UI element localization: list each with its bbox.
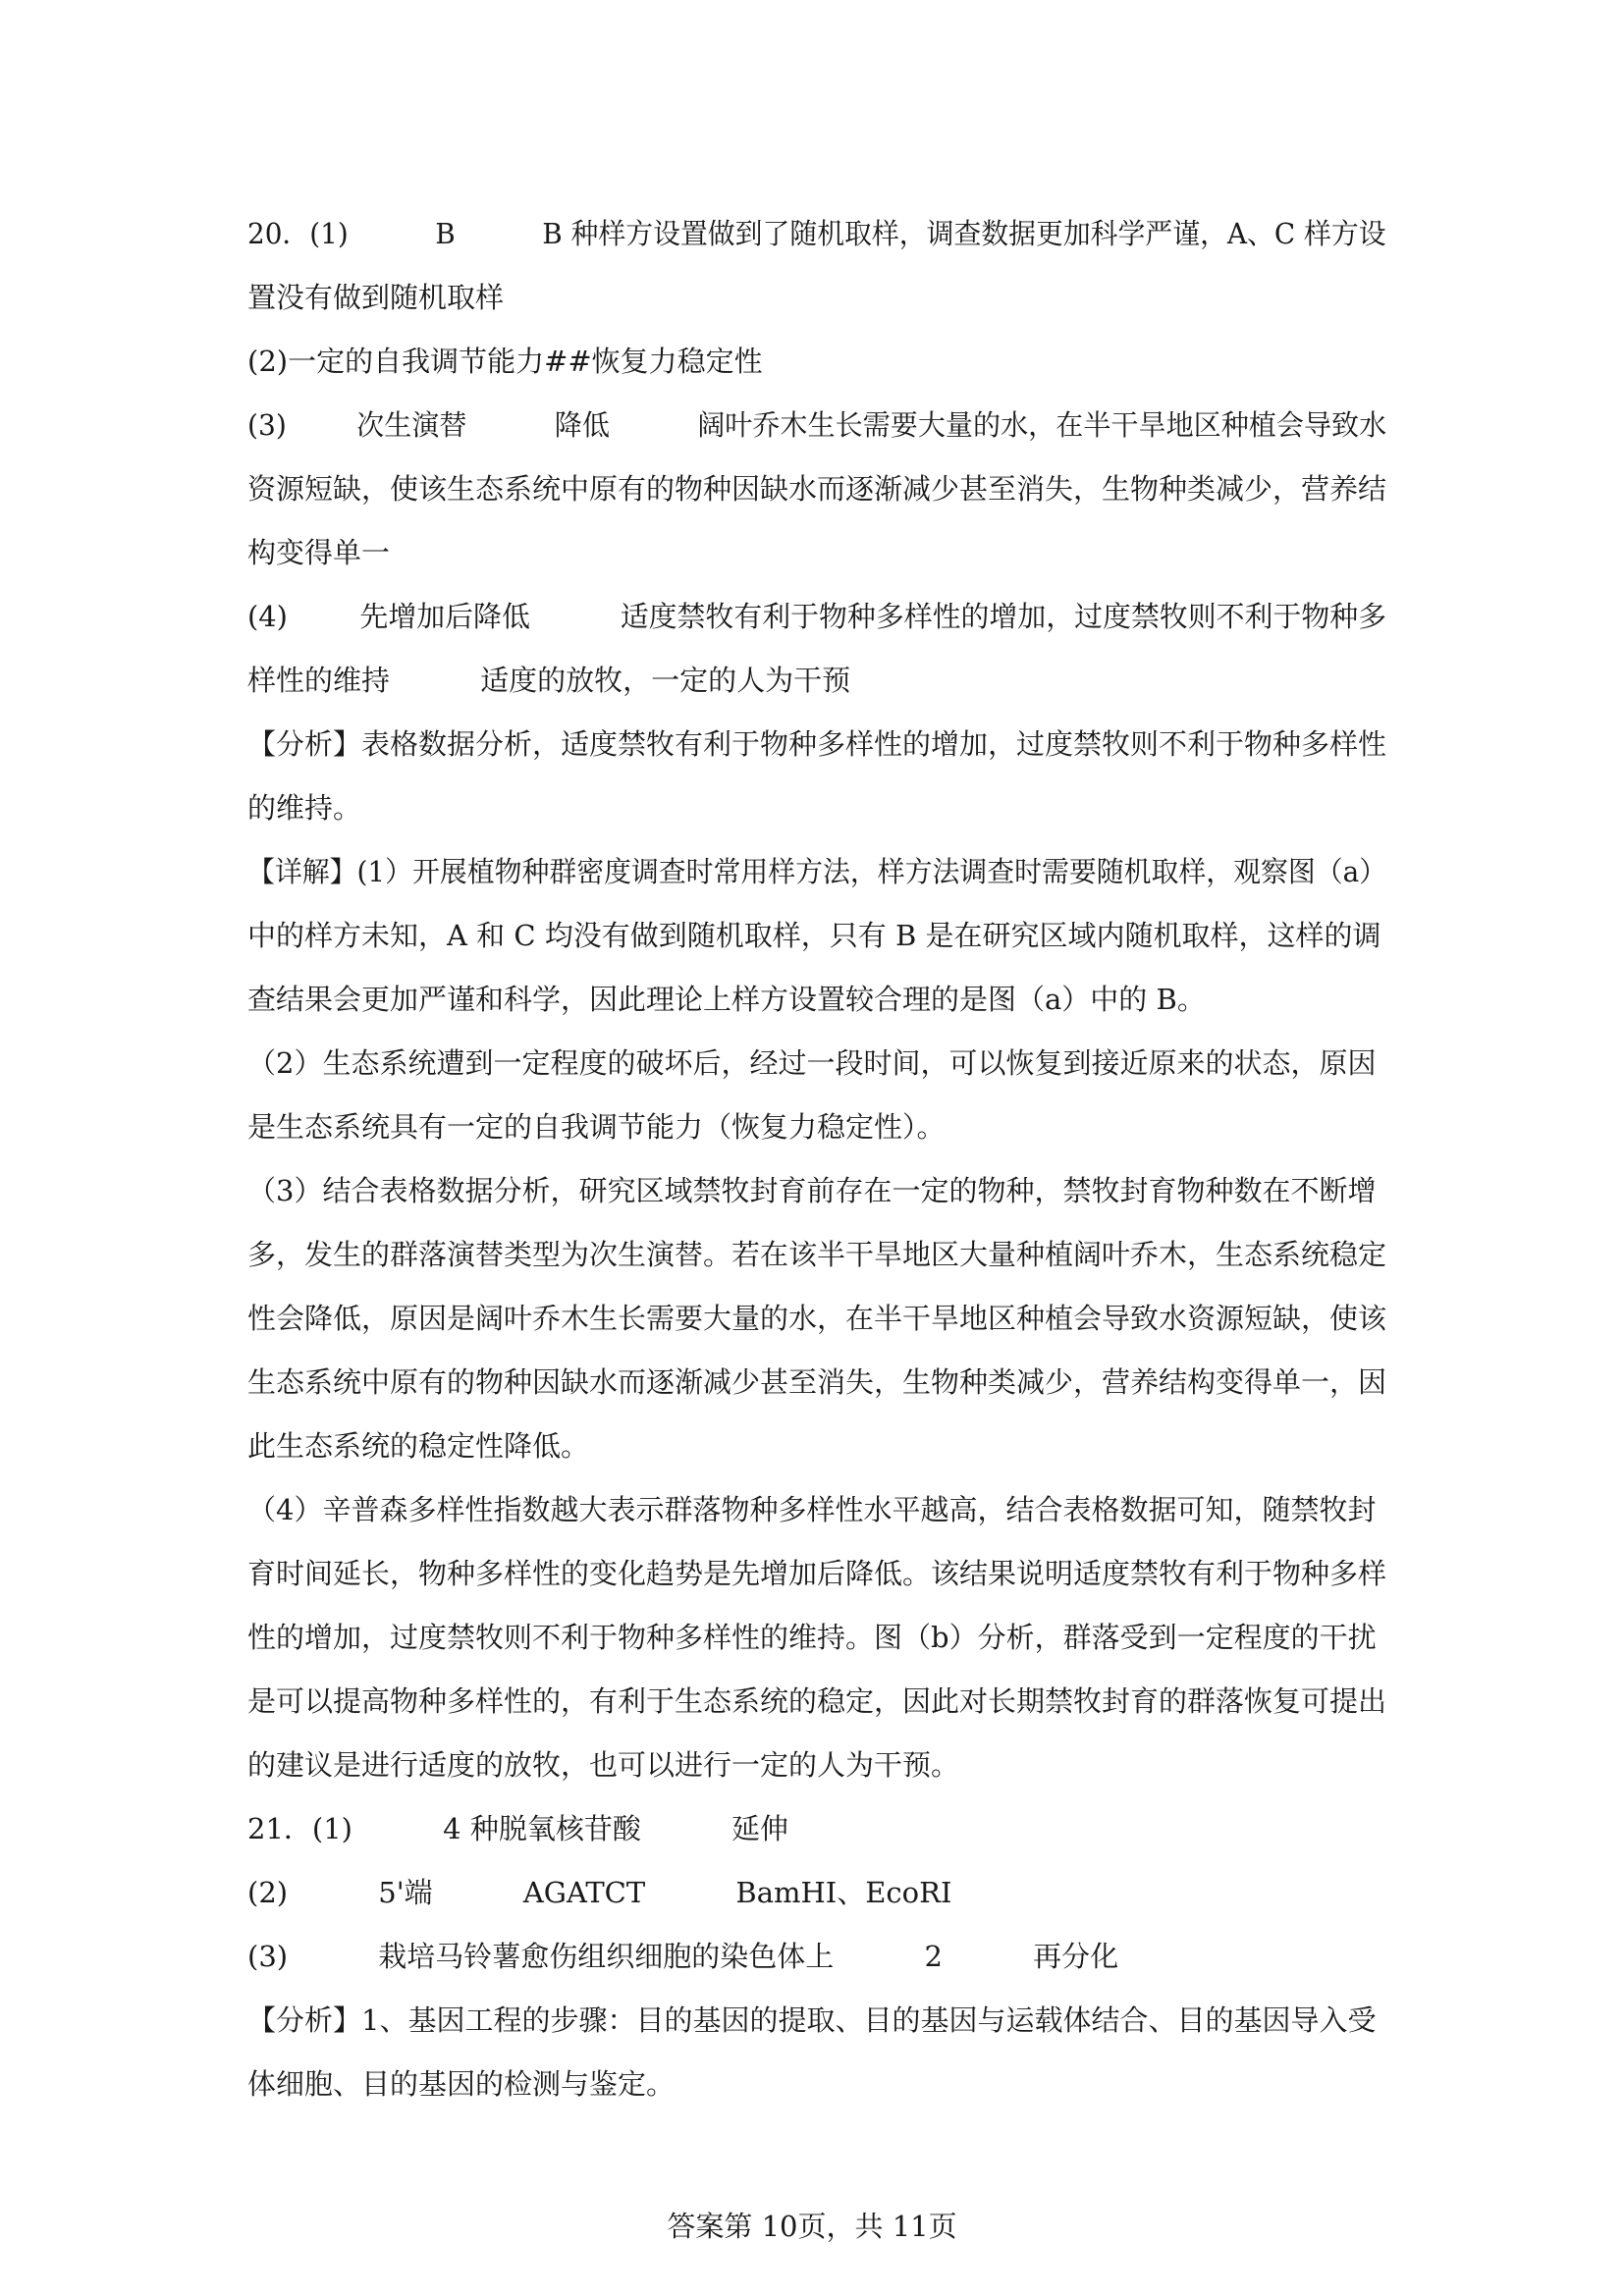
- text-line: 样性的维持 适度的放牧，一定的人为干预: [247, 664, 851, 697]
- text-line: (2) 5'端 AGATCT BamHI、EcoRI: [247, 1876, 952, 1909]
- text-line: 生态系统中原有的物种因缺水而逐渐减少甚至消失，生物种类减少，营养结构变得单一，因: [247, 1365, 1387, 1399]
- text-line: 体细胞、目的基因的检测与鉴定。: [247, 2067, 676, 2101]
- text-line: 20．(1) B B 种样方设置做到了随机取样，调查数据更加科学严谨，A、C 样方设: [247, 217, 1386, 250]
- text-line: 资源短缺，使该生态系统中原有的物种因缺水而逐渐减少甚至消失，生物种类减少，营养结: [247, 472, 1387, 506]
- text-line: 的维持。: [247, 791, 362, 825]
- text-line: 性会降低，原因是阔叶乔木生长需要大量的水，在半干旱地区种植会导致水资源短缺，使该: [247, 1302, 1387, 1335]
- text-line: 【分析】表格数据分析，适度禁牧有利于物种多样性的增加，过度禁牧则不利于物种多样性: [247, 727, 1387, 761]
- text-line: 【分析】1、基因工程的步骤：目的基因的提取、目的基因与运载体结合、目的基因导入受: [247, 2003, 1377, 2037]
- text-line: (3) 栽培马铃薯愈伤组织细胞的染色体上 2 再分化: [247, 1940, 1119, 1973]
- text-line: 是可以提高物种多样性的，有利于生态系统的稳定，因此对长期禁牧封育的群落恢复可提出: [247, 1684, 1387, 1718]
- text-line: （2）生态系统遭到一定程度的破坏后，经过一段时间，可以恢复到接近原来的状态，原因: [247, 1046, 1377, 1080]
- text-line: (2)一定的自我调节能力##恢复力稳定性: [247, 345, 763, 378]
- answer-content: [247, 202, 1386, 2116]
- text-line: 是生态系统具有一定的自我调节能力（恢复力稳定性）。: [247, 1110, 946, 1144]
- text-line: 性的增加，过度禁牧则不利于物种多样性的维持。图（b）分析，群落受到一定程度的干扰: [247, 1621, 1377, 1654]
- text-line: （3）结合表格数据分析，研究区域禁牧封育前存在一定的物种，禁牧封育物种数在不断增: [247, 1174, 1377, 1207]
- text-line: 多，发生的群落演替类型为次生演替。若在该半干旱地区大量种植阔叶乔木，生态系统稳定: [247, 1238, 1387, 1271]
- text-line: 查结果会更加严谨和科学，因此理论上样方设置较合理的是图（a）中的 B。: [247, 983, 1206, 1016]
- text-line: 构变得单一: [247, 536, 391, 569]
- text-line: (4) 先增加后降低 适度禁牧有利于物种多样性的增加，过度禁牧则不利于物种多: [247, 600, 1387, 633]
- text-line: 的建议是进行适度的放牧，也可以进行一定的人为干预。: [247, 1748, 960, 1782]
- text-line: (3) 次生演替 降低 阔叶乔木生长需要大量的水，在半干旱地区种植会导致水: [247, 408, 1387, 442]
- text-line: 此生态系统的稳定性降低。: [247, 1429, 590, 1463]
- text-line: 21．(1) 4 种脱氧核苷酸 延伸: [247, 1812, 789, 1845]
- text-line: 【详解】(1）开展植物种群密度调查时常用样方法，样方法调查时需要随机取样，观察图（a）: [247, 855, 1387, 888]
- page-footer: 答案第 10页，共 11页: [667, 2210, 957, 2243]
- text-line: 中的样方未知，A 和 C 均没有做到随机取样，只有 B 是在研究区域内随机取样，这样的调: [247, 919, 1381, 952]
- text-line: （4）辛普森多样性指数越大表示群落物种多样性水平越高，结合表格数据可知，随禁牧封: [247, 1493, 1377, 1526]
- text-line: 育时间延长，物种多样性的变化趋势是先增加后降低。该结果说明适度禁牧有利于物种多样: [247, 1557, 1387, 1590]
- text-line: 置没有做到随机取样: [247, 281, 505, 314]
